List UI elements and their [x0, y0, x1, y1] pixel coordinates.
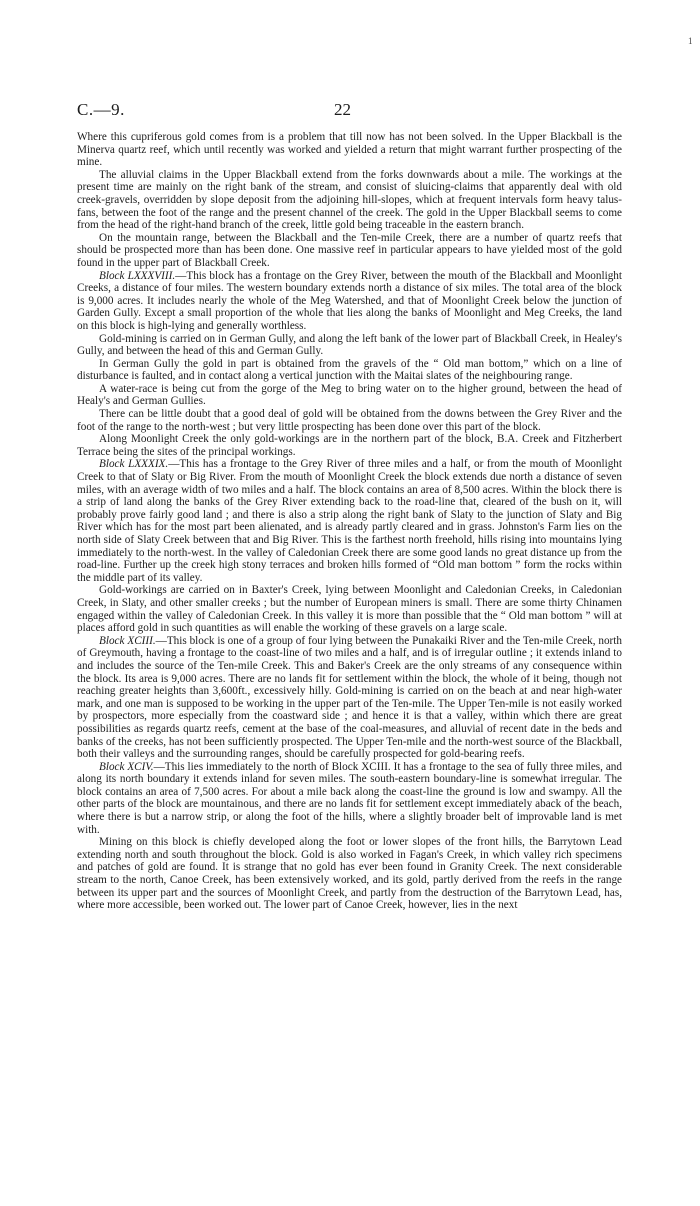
- body-text: [77, 131, 622, 912]
- paragraph-text: The alluvial claims in the Upper Blackball extend from the forks downwards about a mile. The workings at the present time are mainly on the right bank of the stream, and consist of sluicing-claims that apparently deal with old creek-gravels, overridden by slope deposit from the adjoining hill-slopes, which at frequent intervals form heavy talus-fans, between the foot of the range and the present channel of the creek. The gold in the Upper Blackball seems to come from the head of the right-hand branch of the creek, little gold being traceable in the eastern branch.: [77, 168, 622, 232]
- paragraph: [77, 584, 622, 634]
- paragraph: [77, 131, 622, 169]
- page-header: [77, 100, 622, 124]
- block-heading: Block LXXXIX.: [99, 458, 169, 471]
- paragraph-text: Gold-workings are carried on in Baxter's Creek, lying between Moonlight and Caledonian Creeks, in Caledonian Creek, in Slaty, and other smaller creeks ; but the number of European miners is small. There are some thirty Chinamen engaged within the valley of Caledonian Creek. In this valley it is more than possible that the “ Old man bottom ” will at places afford gold in such quantities as will enable the working of these gravels on a large scale.: [77, 584, 622, 635]
- paragraph: [77, 458, 622, 584]
- paragraph-text: Mining on this block is chiefly developed along the foot or lower slopes of the front hills, the Barrytown Lead extending north and south throughout the block. Gold is also worked in Fagan's Creek, in which valley rich specimens and patches of gold are found. It is strange that no gold has ever been found in Granity Creek. The next considerable stream to the north, Canoe Creek, has been extensively worked, and its gold, partly derived from the reefs in the range between its upper part and the sources of Moonlight Creek, and partly from the destruction of the Barrytown Lead, has, where more accessible, been worked out. The lower part of Canoe Creek, however, lies in the next: [77, 836, 622, 912]
- paragraph: [77, 169, 622, 232]
- paragraph: [77, 270, 622, 333]
- paragraph-text: —This block has a frontage on the Grey River, between the mouth of the Blackball and Moonlight Creeks, a distance of four miles. The western boundary extends north a distance of six miles. The total area of the block is 9,000 acres. It includes nearly the whole of the Meg Watershed, and that of Moonlight Creek below the junction of Garden Gully. Except a small proportion of the whole that lies along the banks of Moonlight and Meg Creeks, the land on this block is high-lying and generally worthless.: [77, 269, 623, 332]
- paragraph: [77, 761, 622, 837]
- paragraph-text: In German Gully the gold in part is obtained from the gravels of the “ Old man bottom,” which on a line of disturbance is faulted, and in contact along a vertical junction with the Maitai slates of the neighbouring range.: [77, 357, 622, 383]
- paragraph: [77, 433, 622, 458]
- paragraph: [77, 358, 622, 383]
- document-code: C.—9.: [77, 100, 125, 119]
- paragraph-text: Gold-mining is carried on in German Gully, and along the left bank of the lower part of Blackball Creek, in Healey's Gully, and between the head of this and German Gully.: [77, 332, 622, 358]
- block-heading: Block XCIII.: [99, 634, 156, 647]
- paragraph: [77, 383, 622, 408]
- paragraph-text: Along Moonlight Creek the only gold-workings are in the northern part of the block, B.A. Creek and Fitzherbert Terrace being the sites of the principal workings.: [77, 433, 622, 458]
- paragraph: [77, 333, 622, 358]
- paragraph-text: Where this cupriferous gold comes from is a problem that till now has not been solved. In the Upper Blackball is the Minerva quartz reef, which until recently was worked and yielded a return that might warrant further prospecting of the mine.: [77, 131, 622, 169]
- paragraph-text: A water-race is being cut from the gorge of the Meg to bring water on to the higher ground, between the head of Healy's and German Gullies.: [77, 382, 622, 408]
- paragraph: [77, 836, 622, 912]
- paragraph-text: —This has a frontage to the Grey River of three miles and a half, or from the mouth of Moonlight Creek to that of Slaty or Big River. From the mouth of Moonlight Creek the block extends due north a distance of seven miles, with an average width of two miles and a half. The block contains an area of 8,500 acres. Within the block there is a strip of land along the banks of the Grey River extending back to the road-line that, cleared of the bush on it, will probably prove fairly good land ; and there is also a strip along the right bank of Slaty to the junction of Slaty and Big River which has for the most part been alienated, and is already partly cleared and in grass. Johnston's Farm lies on the north side of Slaty Creek between that and Big River. This is the farthest north freehold, hills rising into mountains lying immediately to the north-west. In the valley of Caledonian Creek there are some good lands no great distance up from the road-line. Further up the creek high stony terraces and broken hills formed of “Old man bottom ” form the rocks within the middle part of its valley.: [77, 458, 623, 584]
- paragraph: [77, 408, 622, 433]
- paragraph-text: On the mountain range, between the Blackball and the Ten-mile Creek, there are a number of quartz reefs that should be prospected more than has been done. One massive reef in particular appears to have yielded most of the gold found in the upper part of Blackball Creek.: [77, 231, 622, 269]
- block-heading: Block XCIV.: [99, 760, 154, 773]
- paragraph-text: —This block is one of a group of four lying between the Punakaiki River and the Ten-mile Creek, north of Greymouth, having a frontage to the coast-line of two miles and a half, and is of irregular outline ; it extends inland to and includes the source of the Ten-mile Creek. This and Baker's Creek are the only streams of any consequence within the block. Its area is 9,000 acres. There are no lands fit for settlement within the block, the whole of it being, though not reaching greater heights than 3,600ft., excessively hilly. Gold-mining is carried on on the beach at and near high-water mark, and one man is supposed to be working in the upper part of the Ten-mile. The Upper Ten-mile is not easily worked by prospectors, more especially from the coastward side ; and hence it is that a valley, within which there are great possibilities as regards quartz reefs, cement at the base of the coal-measures, and alluvial of recent date in the beds and banks of the creeks, has not been sufficiently prospected. The Upper Ten-mile and the north-west source of the Blackball, both their valleys and the surrounding ranges, should be carefully prospected for gold-bearing reefs.: [77, 634, 622, 761]
- edge-mark: 1: [688, 36, 693, 46]
- block-heading: Block LXXXVIII.: [99, 269, 176, 282]
- paragraph: [77, 635, 622, 761]
- paragraph-text: —This lies immediately to the north of Block XCIII. It has a frontage to the sea of fully three miles, and along its north boundary it extends inland for seven miles. The south-eastern boundary-line is somewhat irregular. The block contains an area of 7,500 acres. For about a mile back along the coast-line the ground is low and swampy. All the other parts of the block are mountainous, and there are no lands fit for settlement except immediately aback of the beach, where there is but a narrow strip, or along the foot of the hills, where a slightly broader belt of improvable land is met with.: [77, 760, 622, 836]
- paragraph-text: There can be little doubt that a good deal of gold will be obtained from the downs between the Grey River and the foot of the range to the north-west ; but very little prospecting has been done over this part of the block.: [77, 408, 622, 433]
- page-number: 22: [334, 100, 351, 119]
- paragraph: [77, 232, 622, 270]
